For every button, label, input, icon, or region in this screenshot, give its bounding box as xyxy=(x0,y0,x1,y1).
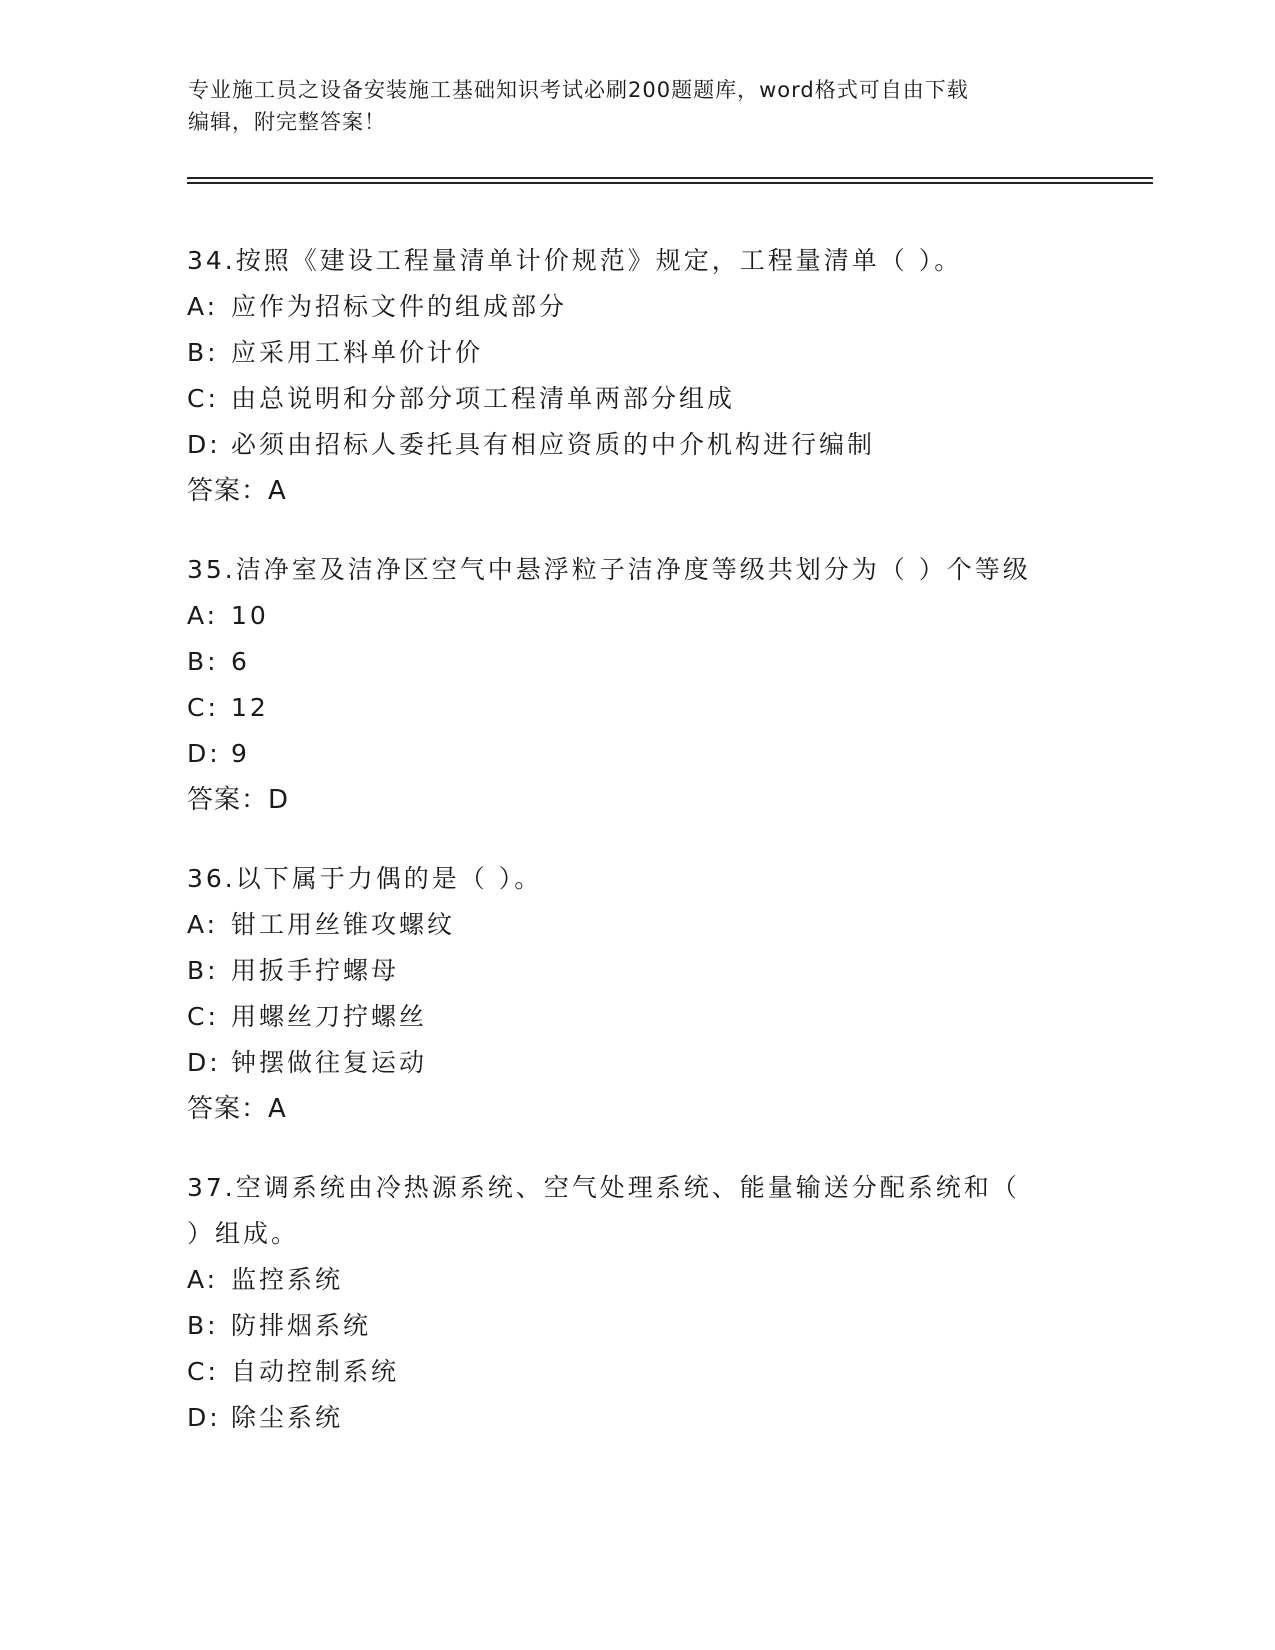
question-text: 35.洁净室及洁净区空气中悬浮粒子洁净度等级共划分为（ ）个等级 xyxy=(187,555,1031,584)
option-key: D: xyxy=(187,1048,221,1077)
option-key: B: xyxy=(187,647,219,676)
question-text-line-1: 37.空调系统由冷热源系统、空气处理系统、能量输送分配系统和（ xyxy=(187,1173,1020,1202)
header-line-2: 编辑，附完整答案！ xyxy=(188,110,386,134)
option-c xyxy=(187,994,1147,1040)
option-b xyxy=(187,639,1147,685)
question-37 xyxy=(187,1165,1147,1441)
option-d xyxy=(187,422,1147,468)
question-36 xyxy=(187,856,1147,1132)
option-key: C: xyxy=(187,693,219,722)
question-34 xyxy=(187,238,1147,514)
option-text: 用螺丝刀拧螺丝 xyxy=(231,1002,428,1031)
option-text: 12 xyxy=(231,693,269,722)
header-divider-bottom xyxy=(187,182,1153,184)
question-text: 36.以下属于力偶的是（ ）。 xyxy=(187,864,543,893)
option-key: B: xyxy=(187,956,219,985)
option-text: 用扳手拧螺母 xyxy=(231,956,400,985)
option-text: 防排烟系统 xyxy=(231,1311,372,1340)
option-text: 钟摆做往复运动 xyxy=(231,1048,428,1077)
option-b xyxy=(187,948,1147,994)
question-list xyxy=(187,238,1147,1474)
option-text: 应作为招标文件的组成部分 xyxy=(231,292,568,321)
option-key: A: xyxy=(187,1265,219,1294)
option-c xyxy=(187,685,1147,731)
option-text: 由总说明和分部分项工程清单两部分组成 xyxy=(231,384,736,413)
option-c xyxy=(187,376,1147,422)
option-text: 自动控制系统 xyxy=(231,1357,400,1386)
option-text: 除尘系统 xyxy=(231,1403,344,1432)
option-key: C: xyxy=(187,1002,219,1031)
option-key: D: xyxy=(187,739,221,768)
question-35 xyxy=(187,547,1147,823)
option-key: C: xyxy=(187,384,219,413)
option-c xyxy=(187,1349,1147,1395)
option-text: 监控系统 xyxy=(231,1265,344,1294)
option-d xyxy=(187,1395,1147,1441)
document-header xyxy=(188,74,1088,138)
option-a xyxy=(187,1257,1147,1303)
option-text: 钳工用丝锥攻螺纹 xyxy=(231,910,456,939)
option-text: 必须由招标人委托具有相应资质的中介机构进行编制 xyxy=(231,430,876,459)
option-d xyxy=(187,731,1147,777)
option-text: 6 xyxy=(231,647,250,676)
answer-line: 答案：A xyxy=(187,476,287,506)
option-text: 10 xyxy=(231,601,269,630)
answer-line: 答案：D xyxy=(187,785,290,815)
option-a xyxy=(187,593,1147,639)
answer-line: 答案：A xyxy=(187,1094,287,1124)
header-line-1: 专业施工员之设备安装施工基础知识考试必刷200题题库，word格式可自由下载 xyxy=(188,78,969,102)
option-d xyxy=(187,1040,1147,1086)
option-text: 应采用工料单价计价 xyxy=(231,338,484,367)
option-a xyxy=(187,902,1147,948)
option-text: 9 xyxy=(231,739,250,768)
question-text-line-2: ）组成。 xyxy=(187,1219,300,1248)
option-key: D: xyxy=(187,430,221,459)
option-key: C: xyxy=(187,1357,219,1386)
option-a xyxy=(187,284,1147,330)
option-key: D: xyxy=(187,1403,221,1432)
option-b xyxy=(187,330,1147,376)
option-b xyxy=(187,1303,1147,1349)
option-key: B: xyxy=(187,338,219,367)
option-key: A: xyxy=(187,292,219,321)
option-key: A: xyxy=(187,910,219,939)
header-divider-top xyxy=(187,177,1153,179)
option-key: A: xyxy=(187,601,219,630)
question-text: 34.按照《建设工程量清单计价规范》规定，工程量清单（ ）。 xyxy=(187,246,963,275)
option-key: B: xyxy=(187,1311,219,1340)
